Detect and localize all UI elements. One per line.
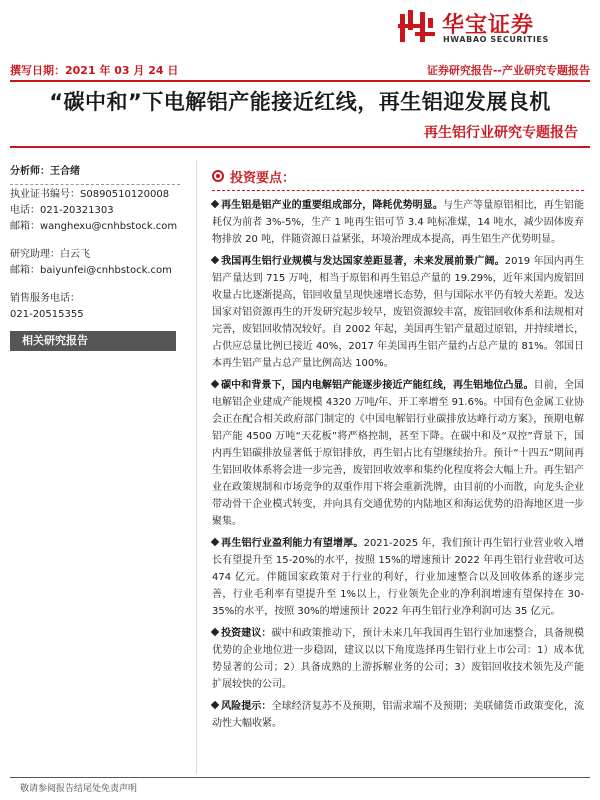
analyst-phone: 电话：021-20321303 — [10, 205, 114, 216]
brand-name-en: HWABAO SECURITIES — [443, 35, 549, 44]
report-subtitle: 再生铝行业研究专题报告 — [424, 125, 578, 141]
section-header — [212, 166, 584, 186]
footer-rule — [10, 777, 590, 778]
highlight-body: 目前，全国电解铝企业建成产能规模 4320 万吨/年、开工率增至 91.6%。中国有色金属工业协会正在配合相关政府部门制定的《中国电解铝行业碳排放达峰行动方案》，预期电解铝产能 4500 万吨“天花板”将严格控制，甚至下降。在碳中和及“双控”背景下，国内再生铝碳排放显著低于原铝排放，再生铝占比有望继续抬升。预计“十四五”期间再生铝回收体系将会进一步完善，废铝回收效率和集约化程度将会大幅上升。再生铝产业在政策规制和市场竞争的双重作用下将会重新洗牌，由目前的小而散，向龙头企业带动骨干企业模式转变，并向具有交通优势的内陆地区和海运优势的沿海地区进一步聚集。 — [212, 380, 585, 527]
diamond-bullet-icon — [211, 256, 219, 264]
highlight-lead: 再生铝是铝产业的重要组成部分，降耗优势明显。 — [221, 200, 443, 211]
highlight-body: 2019 年国内再生铝产量达到 715 万吨，相当于原铝和再生铝总产量的 19.29%，近年来国内废铝回收量占比逐渐提高，铝回收量呈现快速增长态势，但与国际水平仍有较大差距。发达国家对铝资源再生的开发研究起步较早，废铝资源较丰富，废铝回收体系和法规相对完善，废铝回收情况较好。自 2002 年起，美国再生铝产量超过原铝，并持续增长，占供应总量比例已接近 40%，2017 年美国再生铝产量约占总产量的 81%。邻国日本再生铝产量占总产量比例高达 100%。 — [212, 256, 584, 369]
title-rule — [10, 146, 590, 148]
diamond-bullet-icon — [211, 380, 219, 388]
brand-logo — [398, 8, 578, 48]
hwabao-logo-icon — [398, 10, 436, 44]
sidebar-divider — [10, 184, 180, 185]
highlight-body: 与生产等量原铝相比，再生铝能耗仅为前者 3%-5%，生产 1 吨再生铝可节 3.4 吨标准煤，14 吨水，减少固体废弃物排放 20 吨，伴随资源日益紧张，环境治理成本提高，再生铝生产优势明显。 — [212, 200, 585, 245]
sales-phone: 021-20515355 — [10, 309, 84, 320]
highlight-lead: 碳中和背景下，国内电解铝产能逐步接近产能红线，再生铝地位凸显。 — [221, 380, 534, 391]
diamond-bullet-icon — [211, 628, 219, 636]
investment-highlights — [212, 166, 584, 737]
highlight-lead: 再生铝行业盈利能力有望增厚。 — [221, 538, 364, 549]
report-series: 证券研究报告--产业研究专题报告 — [426, 64, 590, 77]
highlight-lead: 投资建议： — [221, 628, 272, 639]
highlight-item — [212, 625, 584, 693]
analyst-sidebar — [10, 164, 190, 351]
highlight-item — [212, 377, 584, 530]
highlight-body: 碳中和政策推动下，预计未来几年我国再生铝行业加速整合，具备规模优势的企业地位进一步稳固，建议以以下角度选择再生铝行业上市公司：1）成本优势显著的公司；2）具备成熟的上游拆解业务的公司；3）废铝回收技术领先及产能扩展较快的公司。 — [212, 628, 584, 690]
column-divider — [196, 160, 197, 774]
disclaimer-note: 敬请参阅报告结尾处免责声明 — [20, 784, 138, 794]
diamond-bullet-icon — [211, 538, 219, 546]
target-icon — [212, 170, 224, 182]
highlight-lead: 风险提示： — [221, 701, 272, 712]
diamond-bullet-icon — [211, 200, 219, 208]
assistant-name: 研究助理：白云飞 — [10, 249, 90, 260]
highlight-item — [212, 535, 584, 620]
analyst-email[interactable]: 邮箱：wanghexu@cnhbstock.com — [10, 221, 178, 232]
brand-name-cn: 华宝证券 — [442, 13, 535, 38]
assistant-email[interactable]: 邮箱：baiyunfei@cnhbstock.com — [10, 265, 172, 276]
related-reports-heading: 相关研究报告 — [10, 331, 176, 351]
analyst-license: 执业证书编号：S0890510120008 — [10, 189, 170, 200]
section-rule — [212, 190, 584, 191]
report-title: “碳中和”下电解铝产能接近红线，再生铝迎发展良机 — [49, 90, 551, 114]
analyst-name: 分析师：王合绪 — [10, 166, 80, 177]
highlight-body: 2021-2025 年，我们预计再生铝行业营业收入增长有望提升至 15-20%的水平，按照 15%的增速预计 2022 年再生铝行业营收可达 474 亿元。伴随国家政策对于行业的利好，行业加速整合以及回收体系的逐步完善，行业毛利率有望提升至 1%以上，行业领先企业的净利润增速有望保持在 30-35%的水平，按照 30%的增速预计 2022 年再生铝行业净利润可达 35 亿元。 — [212, 538, 585, 617]
header-rule — [10, 80, 590, 82]
diamond-bullet-icon — [211, 701, 219, 709]
highlight-body: 全球经济复苏不及预期，铝需求端不及预期；美联储货币政策变化，流动性大幅收紧。 — [212, 701, 584, 729]
sales-label: 销售服务电话： — [10, 293, 80, 304]
highlight-item — [212, 698, 584, 732]
section-title: 投资要点： — [230, 170, 296, 186]
highlight-item — [212, 197, 584, 248]
report-date: 撰写日期：2021 年 03 月 24 日 — [10, 64, 179, 77]
highlight-item — [212, 253, 584, 372]
report-header-bar — [10, 62, 590, 78]
highlight-lead: 我国再生铝行业规模与发达国家差距显著，未来发展前景广阔。 — [221, 256, 505, 267]
